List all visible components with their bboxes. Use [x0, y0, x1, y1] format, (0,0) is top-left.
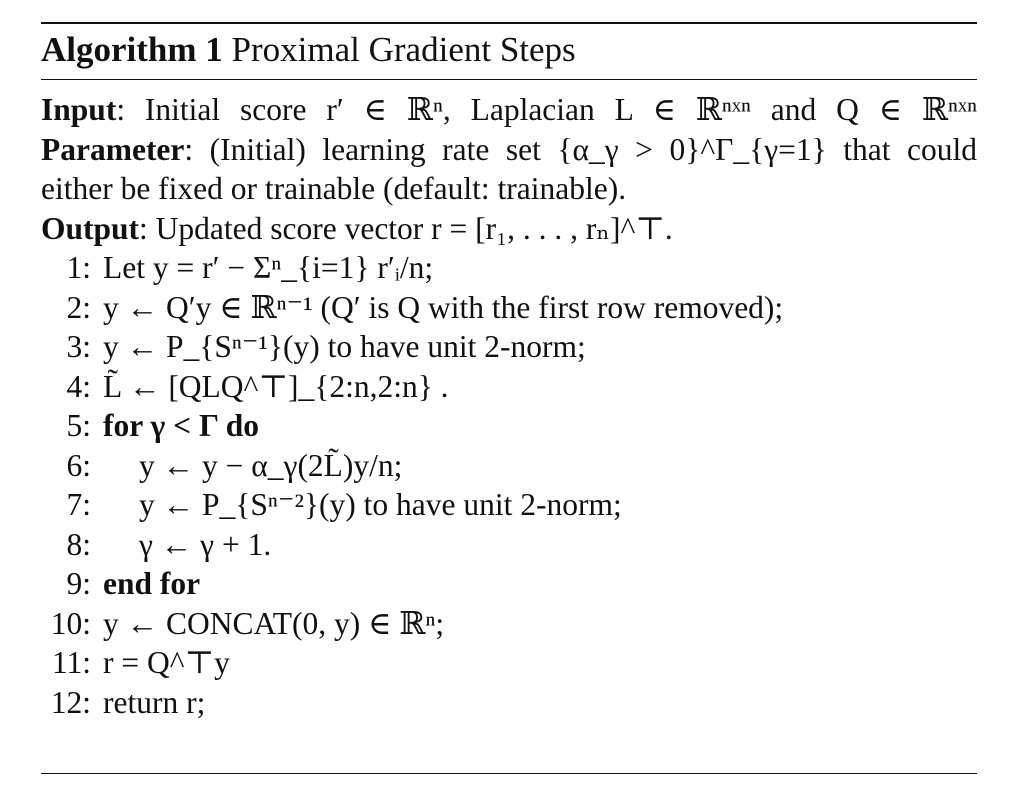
algorithm-line-8 [41, 525, 977, 565]
bottom-rule [41, 773, 977, 774]
line-text: y ← P_{Sⁿ⁻²}(y) to have unit 2-norm; [139, 487, 622, 522]
output-text: : Updated score vector r = [r₁, . . . , rₙ]^⊤. [139, 210, 673, 246]
input-line [41, 90, 977, 130]
line-text: y ← y − α_γ(2L̃)y/n; [139, 447, 403, 483]
input-label: Input [41, 92, 117, 127]
caption-rule [41, 79, 977, 80]
algorithm-line-2 [41, 288, 977, 328]
line-number: 8 : [41, 525, 91, 565]
line-text: γ ← γ + 1. [139, 526, 272, 562]
algorithm-label: Algorithm 1 [41, 30, 223, 69]
algorithm-line-9 [41, 564, 977, 604]
line-text: Let y = r′ − Σⁿ_{i=1} r′ᵢ/n; [103, 250, 434, 285]
parameter-label: Parameter [41, 131, 185, 167]
algorithm-line-1 [41, 248, 977, 288]
line-text: for γ < Γ do [103, 408, 259, 443]
line-number: 6 : [41, 446, 91, 486]
algorithm-line-12 [41, 683, 977, 723]
line-text: y ← P_{Sⁿ⁻¹}(y) to have unit 2-norm; [103, 329, 586, 364]
input-text: : Initial score r′ ∈ ℝⁿ, Laplacian L ∈ ℝⁿˣⁿ and Q ∈ ℝⁿˣⁿ [116, 92, 977, 127]
line-text: return r; [103, 684, 206, 720]
line-text: end for [103, 566, 201, 601]
line-number: 1 : [41, 248, 91, 288]
line-text: L̃ ← [QLQ^⊤]_{2:n,2:n} . [103, 368, 449, 404]
line-text: y ← CONCAT(0, y) ∈ ℝⁿ; [103, 605, 445, 641]
algorithm-line-4 [41, 367, 977, 407]
line-number: 5 : [41, 406, 91, 446]
output-line [41, 209, 977, 249]
algorithm-title: Proximal Gradient Steps [231, 30, 576, 69]
algorithm-line-6 [41, 446, 977, 486]
output-label: Output [41, 210, 140, 246]
line-number: 11 : [41, 643, 91, 683]
line-number: 9 : [41, 564, 91, 604]
algorithm-line-10 [41, 604, 977, 644]
algorithm-line-7 [41, 485, 977, 525]
line-text: y ← Q′y ∈ ℝⁿ⁻¹ (Q′ is Q with the first row removed); [103, 289, 784, 325]
algorithm-line-3 [41, 327, 977, 367]
line-number: 3 : [41, 327, 91, 367]
parameter-line [41, 130, 977, 209]
parameter-text: : (Initial) learning rate set {α_γ > 0}^Γ_{γ=1} that could either be fixed or trainable (default: trainable). [41, 131, 977, 206]
algorithm-box [41, 22, 977, 722]
line-number: 7 : [41, 485, 91, 525]
algorithm-body [41, 90, 977, 722]
algorithm-line-11 [41, 643, 977, 683]
algorithm-line-5 [41, 406, 977, 446]
line-number: 2 : [41, 288, 91, 328]
top-rule [41, 22, 977, 24]
line-number: 12 : [41, 683, 91, 723]
line-text: r = Q^⊤y [103, 645, 230, 680]
algorithm-caption [41, 30, 977, 70]
line-number: 10 : [41, 604, 91, 644]
line-number: 4 : [41, 367, 91, 407]
